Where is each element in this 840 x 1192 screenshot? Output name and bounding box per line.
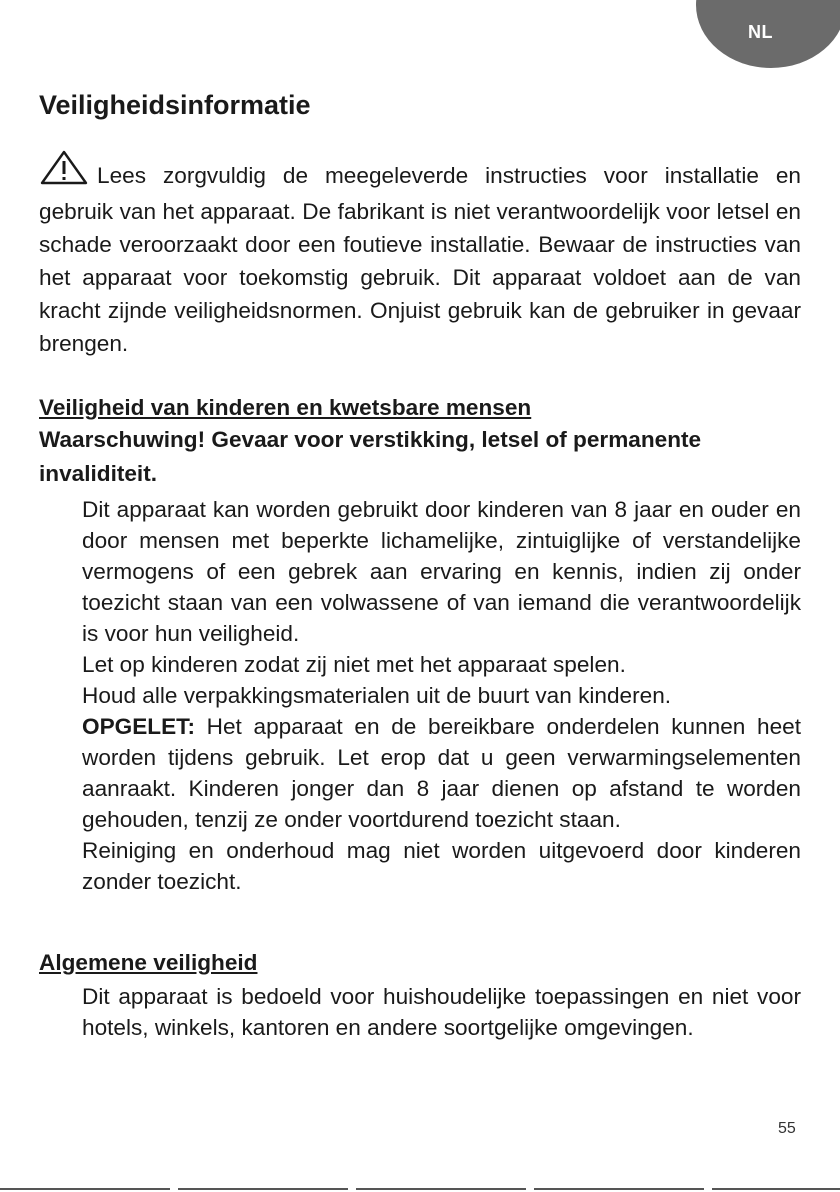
children-safety-list [82,494,801,897]
caution-text: Het apparaat en de bereikbare onderdelen kunnen heet worden tijdens gebruik. Let erop dat u geen verwarmingselementen aanraakt. Kinderen jonger dan 8 jaar dienen op afstand te worden gehouden, tenzij ze onder voortdurend toezicht staan. [82,714,801,832]
list-item: Let op kinderen zodat zij niet met het apparaat spelen. [82,652,626,677]
list-item: Houd alle verpakkingsmaterialen uit de buurt van kinderen. [82,683,672,708]
general-safety-heading: Algemene veiligheid [39,950,258,975]
page-title: Veiligheidsinformatie [39,90,311,120]
warning-triangle-icon [39,150,89,195]
caution-item [82,711,801,835]
children-safety-heading: Veiligheid van kinderen en kwetsbare mensen [39,395,532,420]
general-safety-list [82,981,801,1043]
list-item: Dit apparaat is bedoeld voor huishoudelijke toepassingen en niet voor hotels, winkels, kantoren en andere soortgelijke omgevingen. [82,984,801,1040]
bottom-divider [0,1188,840,1190]
language-label: NL [748,22,773,42]
intro-text: Lees zorgvuldig de meegeleverde instructies voor installatie en gebruik van het apparaat. De fabrikant is niet verantwoordelijk voor letsel en schade veroorzaakt door een foutieve installatie. Bewaar de instructies van het apparaat voor toekomstig gebruik. Dit apparaat voldoet aan de van kracht zijnde veiligheidsnormen. Onjuist gebruik kan de gebruiker in gevaar brengen. [39,163,801,356]
page-number: 55 [778,1120,796,1137]
list-item: Dit apparaat kan worden gebruikt door kinderen van 8 jaar en ouder en door mensen met beperkte lichamelijke, zintuiglijke of verstandelijke vermogens of een gebrek aan ervaring en kennis, indien zij onder toezicht staan van een volwassene of van iemand die verantwoordelijk is voor hun veiligheid. [82,497,801,646]
caution-label: OPGELET: [82,714,195,739]
list-item: Reiniging en onderhoud mag niet worden uitgevoerd door kinderen zonder toezicht. [82,838,801,894]
suffocation-warning: Waarschuwing! Gevaar voor verstikking, letsel of permanente invaliditeit. [39,427,702,486]
intro-paragraph [39,150,801,360]
